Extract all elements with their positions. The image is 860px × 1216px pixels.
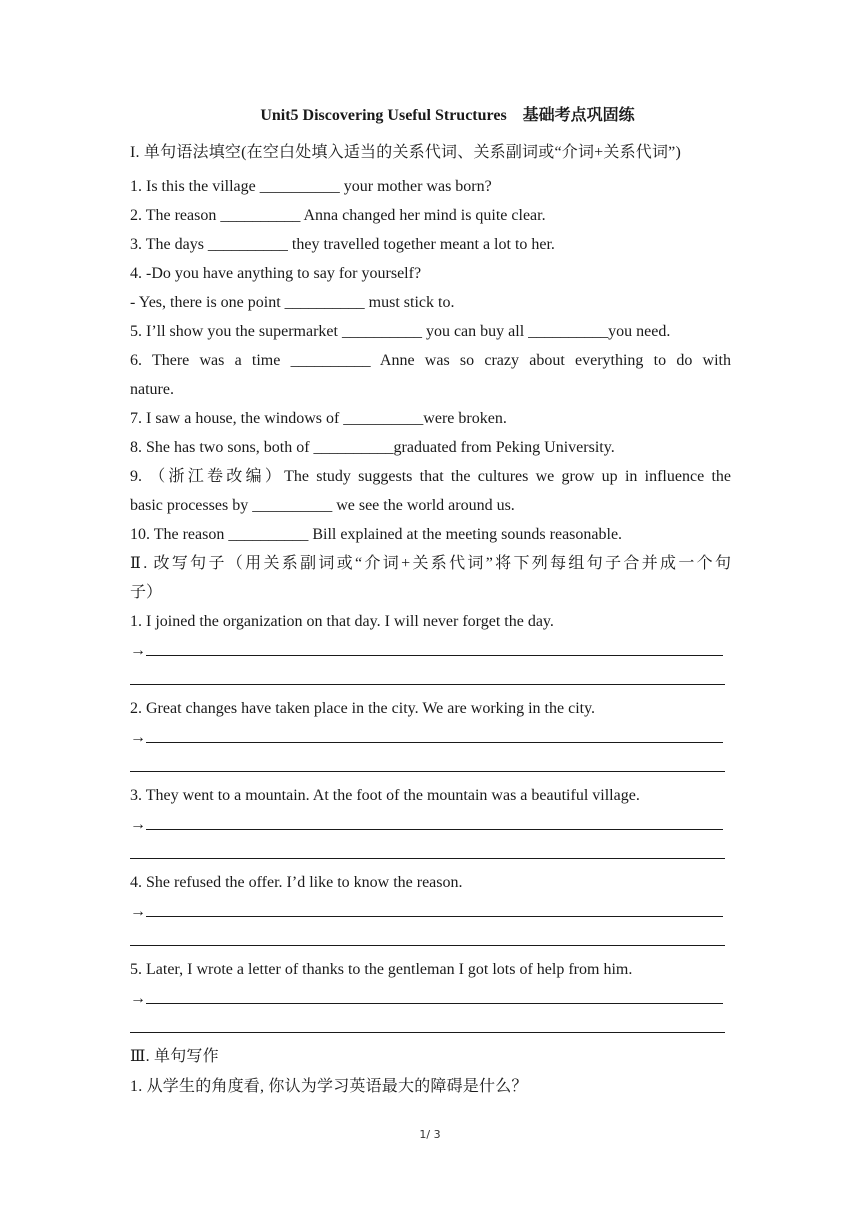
answer-line-2-3b[interactable] [130,839,731,868]
question-2-2: 2. Great changes have taken place in the city. We are working in the city. [130,700,596,717]
answer-line-2-5a[interactable] [130,984,731,1013]
answer-line-2-3a[interactable] [130,810,731,839]
question-2-4: 4. She refused the offer. I’d like to know the reason. [130,874,463,891]
question-1-3: 3. The days __________ they travelled together meant a lot to her. [130,236,555,253]
question-1-4b: - Yes, there is one point __________ must stick to. [130,294,455,311]
arrow-icon: → [130,990,146,1007]
question-3-1: 1. 从学生的角度看, 你认为学习英语最大的障碍是什么？ [130,1078,528,1095]
question-1-9a: 9. （浙江卷改编）The study suggests that the cultures we grow up in influence the [130,468,731,485]
page-number: 1/ 3 [419,1128,441,1141]
question-1-1: 1. Is this the village __________ your mother was born? [130,178,492,195]
answer-line-2-4a[interactable] [130,897,731,926]
section-1-heading: I. 单句语法填空(在空白处填入适当的关系代词、关系副词或“介词+关系代词”) [130,144,682,161]
question-1-9b: basic processes by __________ we see the world around us. [130,497,515,514]
arrow-icon: → [130,729,146,746]
answer-line-2-2a[interactable] [130,723,731,752]
question-1-6a: 6. There was a time __________ Anne was so crazy about everything to do with [130,352,731,369]
worksheet-page [130,106,731,1102]
question-1-8: 8. She has two sons, both of __________graduated from Peking University. [130,439,615,456]
question-1-4a: 4. -Do you have anything to say for yourself? [130,265,422,282]
question-1-2: 2. The reason __________ Anna changed her mind is quite clear. [130,207,546,224]
section-3-heading: Ⅲ. 单句写作 [130,1048,219,1065]
question-2-5: 5. Later, I wrote a letter of thanks to the gentleman I got lots of help from him. [130,961,633,978]
arrow-icon: → [130,642,146,659]
answer-line-2-1b[interactable] [130,665,731,694]
answer-line-2-1a[interactable] [130,636,731,665]
answer-line-2-5b[interactable] [130,1013,731,1042]
question-1-7: 7. I saw a house, the windows of __________were broken. [130,410,507,427]
question-2-1: 1. I joined the organization on that day. I will never forget the day. [130,613,554,630]
page-title: Unit5 Discovering Useful Structures 基础考点巩固练 [260,107,635,124]
question-2-3: 3. They went to a mountain. At the foot of the mountain was a beautiful village. [130,787,640,804]
arrow-icon: → [130,903,146,920]
question-1-5: 5. I’ll show you the supermarket __________ you can buy all __________you need. [130,323,671,340]
question-1-6b: nature. [130,381,174,398]
answer-line-2-4b[interactable] [130,926,731,955]
answer-line-2-2b[interactable] [130,752,731,781]
question-1-10: 10. The reason __________ Bill explained at the meeting sounds reasonable. [130,526,623,543]
section-2-heading-cont: 子） [130,584,163,601]
arrow-icon: → [130,816,146,833]
section-2-heading: Ⅱ. 改写句子（用关系副词或“介词+关系代词”将下列每组句子合并成一个句 [130,555,731,572]
